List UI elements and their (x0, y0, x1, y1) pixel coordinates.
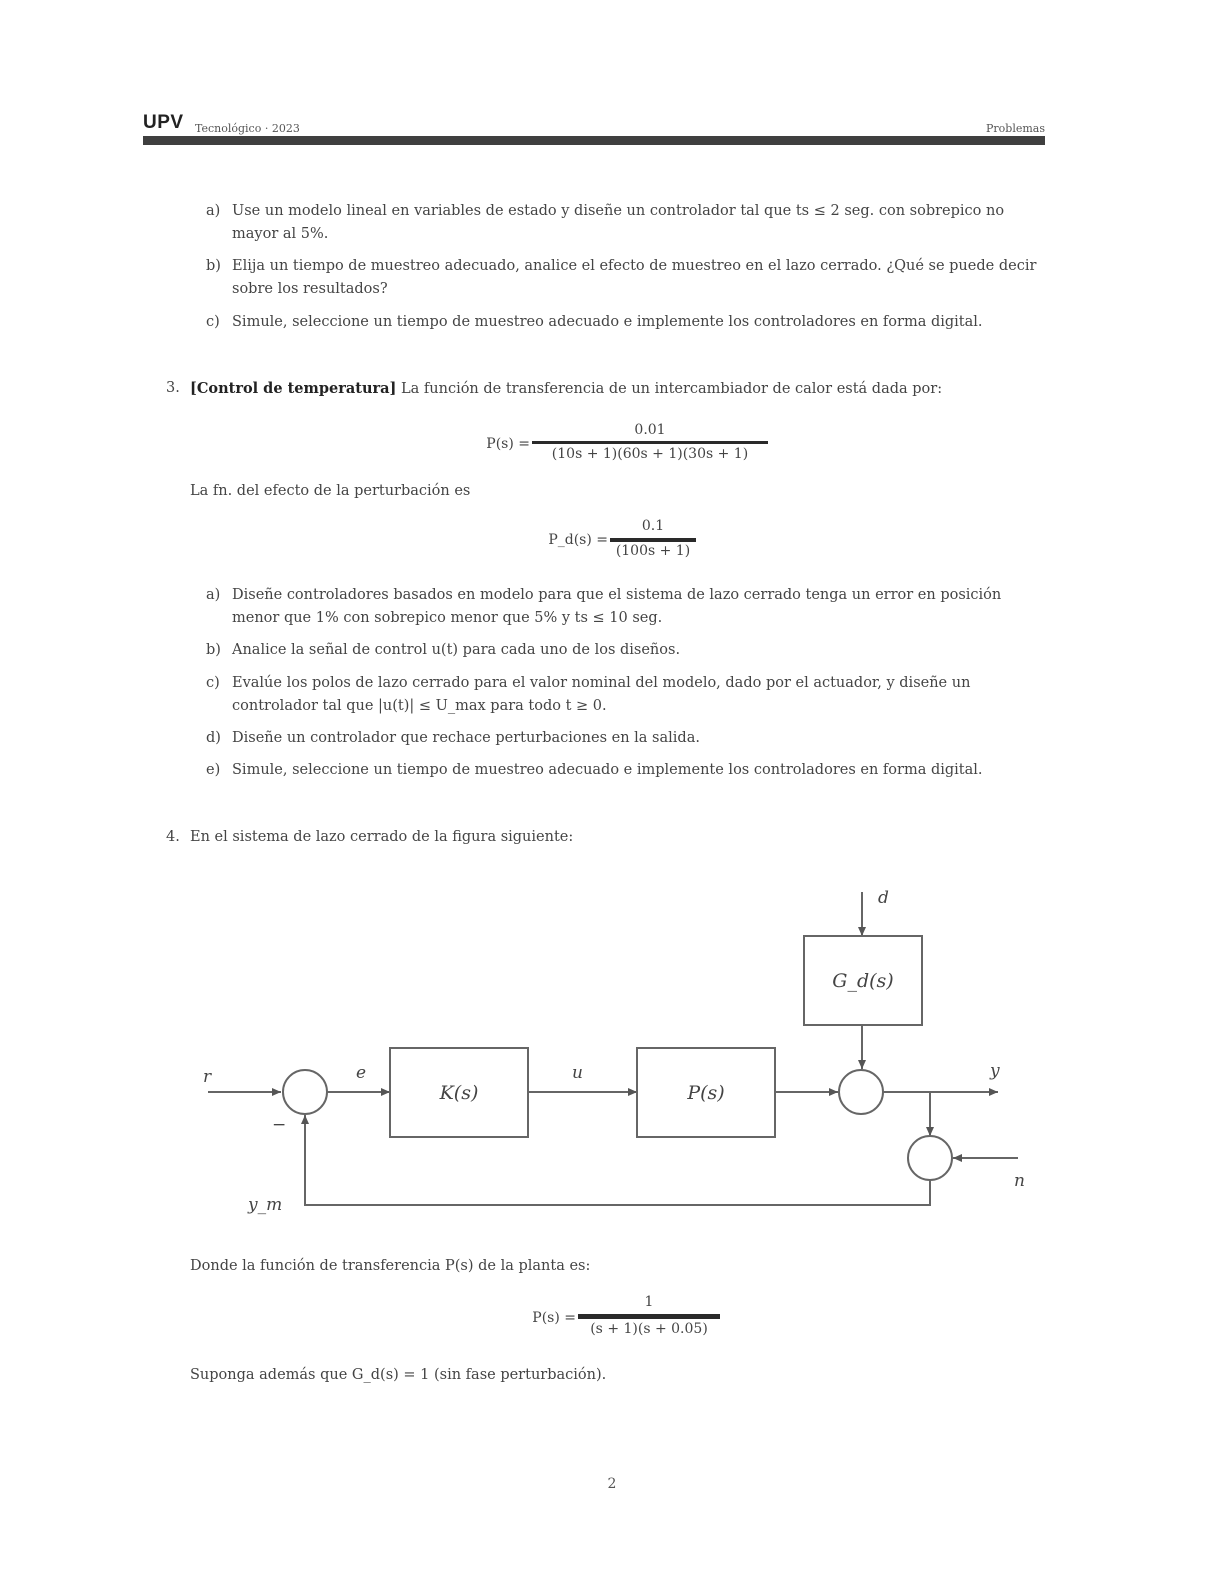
equation-denominator: (10s + 1)(60s + 1)(30s + 1) (551, 446, 749, 462)
problem-number: 4. (166, 829, 180, 845)
disturbance-intro: La fn. del efecto de la perturbación es (190, 483, 471, 499)
item-text: Diseñe un controlador que rechace perturbaciones en la salida. (232, 730, 700, 746)
item-label: a) (206, 203, 221, 219)
item-label: c) (206, 314, 220, 330)
fraction-bar (578, 1314, 720, 1319)
summing-junction-2 (839, 1070, 883, 1114)
equation-numerator: 0.1 (641, 518, 665, 534)
item-text: Diseñe controladores basados en modelo para que el sistema de lazo cerrado tenga un error en posición menor que 1% con sobrepico menor que 5% y ts ≤ 10 seg. (232, 587, 1002, 626)
label-ym: y_m (248, 1195, 283, 1215)
item-label: b) (206, 642, 221, 658)
label-u: u (572, 1063, 583, 1083)
item-text: Evalúe los polos de lazo cerrado para el valor nominal del modelo, dado por el actuador, y diseñe un controlador tal que |u(t)| ≤ U_max para todo t ≥ 0. (232, 675, 971, 714)
item-label: d) (206, 730, 221, 746)
label-n: n (1014, 1171, 1025, 1191)
item-label: a) (206, 587, 221, 603)
assumption-text: Suponga además que G_d(s) = 1 (sin fase perturbación). (190, 1367, 607, 1383)
plant-intro: Donde la función de transferencia P(s) de la planta es: (190, 1258, 591, 1274)
header-right-text: Problemas (986, 122, 1045, 135)
equation-lhs: P_d(s) = (548, 532, 608, 548)
item-text: Simule, seleccione un tiempo de muestreo adecuado e implemente los controladores en forma digital. (232, 314, 983, 330)
label-d: d (878, 888, 889, 908)
label-minus: − (272, 1115, 287, 1135)
controller-label: K(s) (439, 1082, 479, 1104)
header-logo: UPV (143, 112, 184, 133)
problem-text: La función de transferencia de un intercambiador de calor está dada por: (396, 381, 943, 397)
page-number: 2 (607, 1476, 617, 1492)
label-r: r (203, 1067, 212, 1087)
label-y: y (990, 1061, 1000, 1081)
item-text: Use un modelo lineal en variables de estado y diseñe un controlador tal que ts ≤ 2 seg. con sobrepico no mayor al 5%. (232, 203, 1005, 242)
problem-text: En el sistema de lazo cerrado de la figura siguiente: (190, 829, 574, 845)
equation-numerator: 0.01 (634, 422, 666, 438)
feedback-path (305, 1115, 930, 1205)
item-text: Simule, seleccione un tiempo de muestreo adecuado e implemente los controladores en forma digital. (232, 762, 983, 778)
equation-denominator: (s + 1)(s + 0.05) (590, 1321, 708, 1337)
disturbance-block-label: G_d(s) (832, 970, 894, 992)
problem-number: 3. (166, 380, 180, 396)
equation-denominator: (100s + 1) (615, 543, 691, 559)
equation-lhs: P(s) = (532, 1310, 576, 1326)
plant-equation-2 (500, 1294, 740, 1344)
summing-junction-1 (283, 1070, 327, 1114)
equation-numerator: 1 (644, 1294, 654, 1310)
item-label: c) (206, 675, 220, 691)
item-label: b) (206, 258, 221, 274)
summing-junction-3 (908, 1136, 952, 1180)
label-e: e (356, 1063, 367, 1083)
header-left-text: Tecnológico · 2023 (195, 122, 300, 135)
problem-title: [Control de temperatura] (190, 380, 397, 397)
equation-lhs: P(s) = (486, 436, 530, 452)
plant-label: P(s) (687, 1082, 725, 1104)
item-text: Elija un tiempo de muestreo adecuado, analice el efecto de muestreo en el lazo cerrado. ¿Qué se puede decir sobre los resultados? (232, 258, 1037, 297)
item-label: e) (206, 762, 221, 778)
item-text: Analice la señal de control u(t) para cada uno de los diseños. (232, 642, 681, 658)
